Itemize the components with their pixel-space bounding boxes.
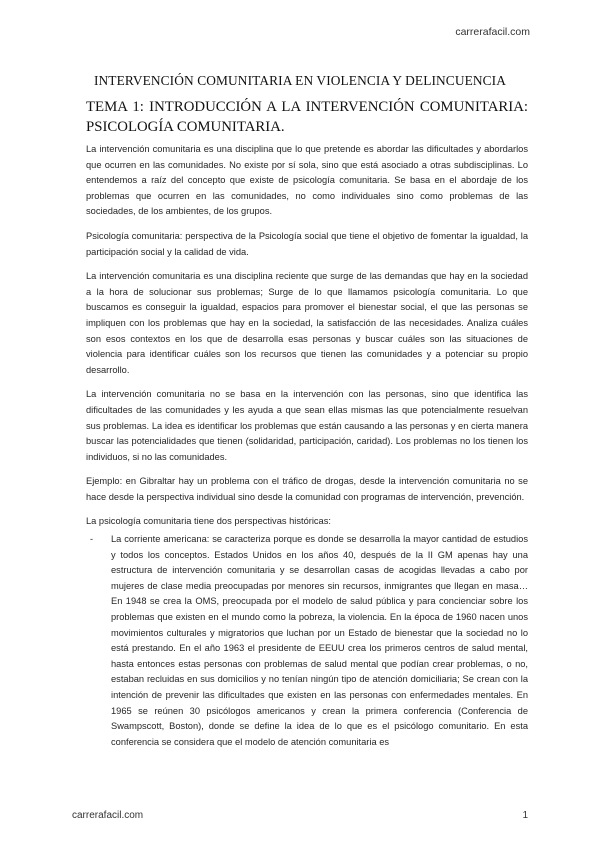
paragraph-approach: La intervención comunitaria no se basa en la intervención con las personas, sino que identifica las dificultades de las comunidades y les ayuda a que sean ellas mismas las que potencialmente resuelvan sus problemas. La idea es identificar los problemas que están causando a las personas y en cierta manera buscar las potencialidades que tienen (solidaridad, participación, caridad). Los problemas no los tienen los individuos, si no las comunidades. xyxy=(86,389,528,462)
header-site-url: carrerafacil.com xyxy=(455,26,530,38)
paragraph-definition: Psicología comunitaria: perspectiva de la Psicología social que tiene el objetivo de fomentar la igualdad, la participación social y la calidad de vida. xyxy=(86,230,528,257)
paragraph-example: Ejemplo: en Gibraltar hay un problema con el tráfico de drogas, desde la intervención comunitaria no se hace desde la perspectiva individual sino desde la comunidad con programas de intervención, prevención. xyxy=(86,476,528,502)
paragraph-perspectives: La psicología comunitaria tiene dos perspectivas históricas: xyxy=(86,516,331,527)
paragraph-discipline: La intervención comunitaria es una disciplina reciente que surge de las demandas que hay en la sociedad a la hora de solucionar sus problemas; Surge de lo que llamamos psicología comunitaria. Lo que buscamos es conseguir la igualdad, espacios para promover el bienestar social, el que las personas se impliquen con los problemas que hay en la sociedad, la satisfacción de las necesidades. Analiza cuáles son esos contextos en los que de desarrolla esas personas y buscar cuáles son las situaciones de violencia para identificar cuáles son los recursos que tienen las comunidades y a potenciar su propio desarrollo. xyxy=(86,271,528,375)
list-item xyxy=(86,532,528,750)
document-title: INTERVENCIÓN COMUNITARIA EN VIOLENCIA Y DELINCUENCIA xyxy=(93,73,507,88)
topic-heading: TEMA 1: INTRODUCCIÓN A LA INTERVENCIÓN COMUNITARIA: PSICOLOGÍA COMUNITARIA. xyxy=(86,99,528,135)
footer-site-url: carrerafacil.com xyxy=(72,810,144,821)
document-body xyxy=(86,142,528,750)
list-item-text: La corriente americana: se caracteriza porque es donde se desarrolla la mayor cantidad de estudios y todos los conceptos. Estados Unidos en los años 40, después de la II GM apenas hay una estructura de intervención comunitaria y se desarrollan casas de acogidas llevadas a cabo por mujeres de clase media preocupadas por menores sin recursos, inmigrantes que llegan en masa… En 1948 se crea la OMS, preocupada por el modelo de salud pública y para concienciar sobre los problemas que existen en el mundo como la pobreza, la violencia. En la época de 1960 nacen unos movimientos culturales y migratorios que luchan por un Estado de bienestar que la sociedad no lo está prestando. En el año 1963 el presidente de EEUU crea los primeros centros de salud mental, hasta entonces estas personas con problemas de salud mental que podían crear problemas, o no, estaban recluidas en sus domicilios y no tenían ningún tipo de atención domiciliaria; Se crean con la intención de prevenir las dificultades que existen en las personas con enfermedades mentales. En 1965 se reúnen 30 psicólogos americanos y crean la primera conferencia (Conferencia de Swampscott, Boston), donde se define la idea de lo que es el psicólogo comunitario. En esta conferencia se considera que el modelo de atención comunitaria es xyxy=(111,534,528,747)
list-bullet: - xyxy=(90,534,94,545)
perspectives-list xyxy=(86,532,528,750)
paragraph-intro: La intervención comunitaria es una disciplina que lo que pretende es abordar las dificultades y abordarlos que ocurren en las comunidades. No existe por sí sola, sino que está asociado a otras subdisciplinas. Lo entendemos a raíz del concepto que existe de psicología comunitaria. Se basa en el abordaje de los problemas que ocurren en las comunidades, no como individuales sino como problemas de las sociedades, de los ambientes, de los grupos. xyxy=(86,144,528,217)
page-number: 1 xyxy=(522,810,528,821)
